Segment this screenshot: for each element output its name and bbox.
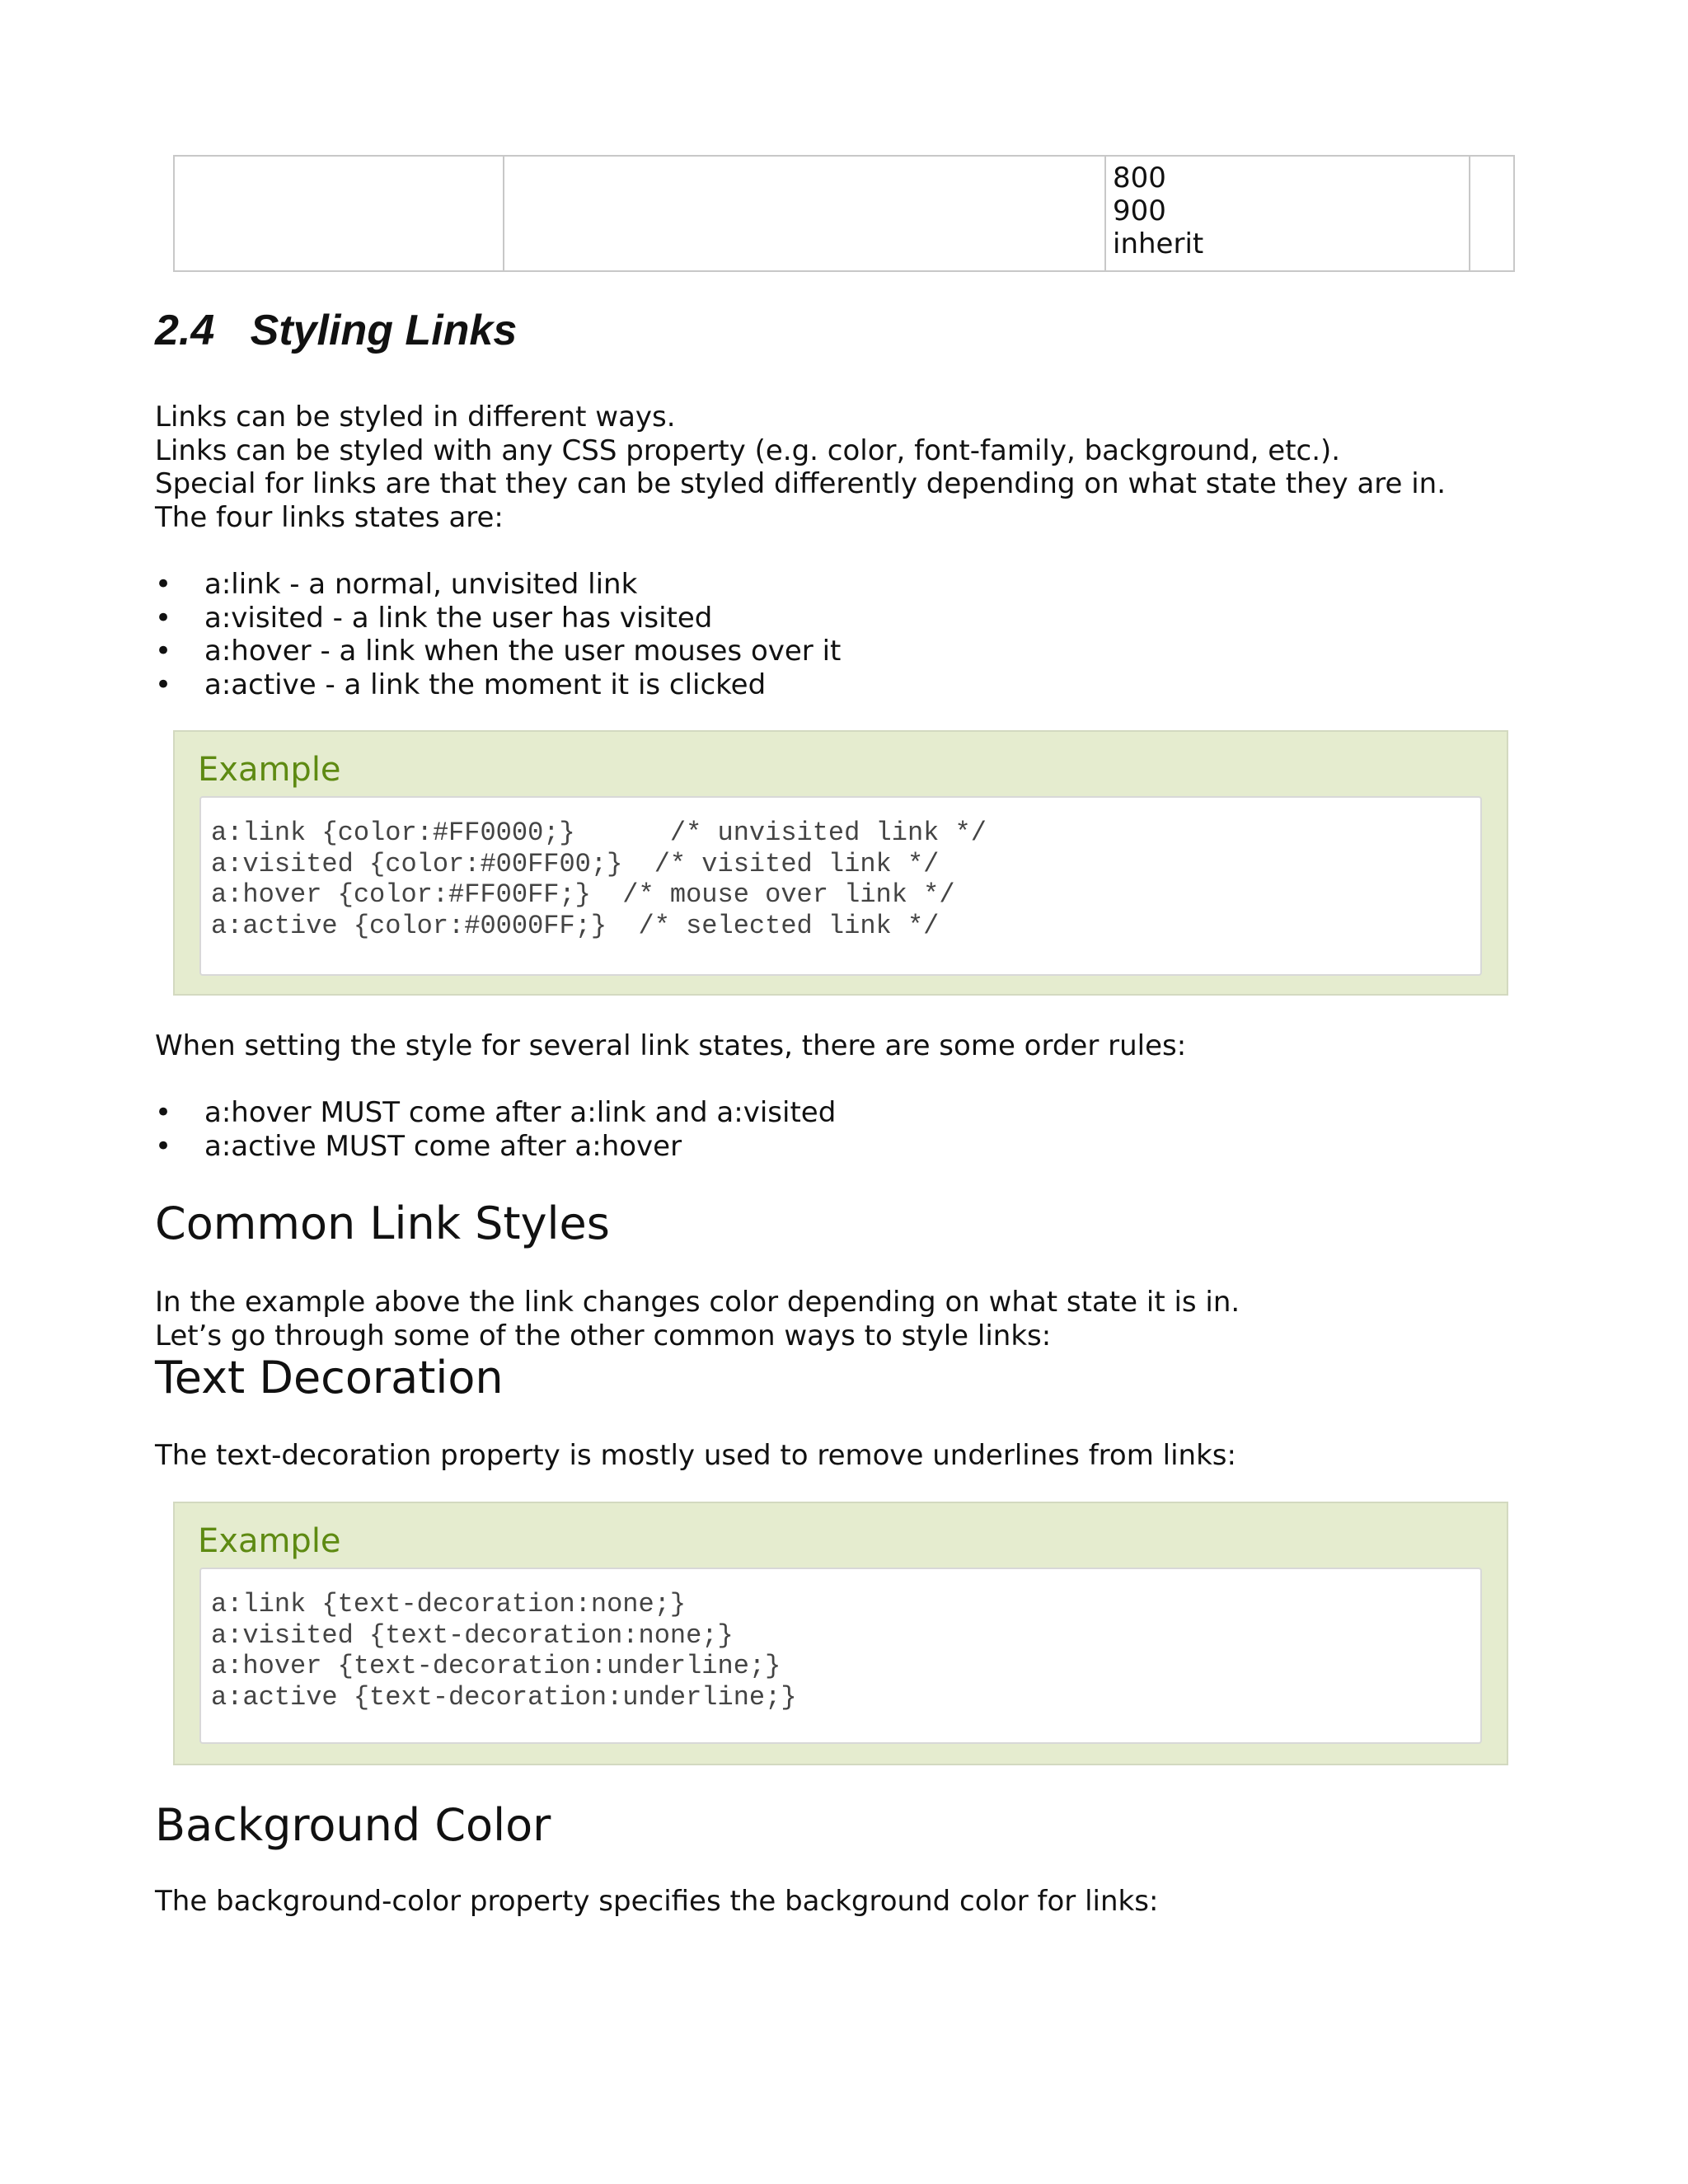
code-line: a:active {color:#0000FF;} /* selected link */ <box>211 911 940 941</box>
link-states-list <box>155 568 841 701</box>
list-item: • a:hover - a link when the user mouses over it <box>155 635 842 668</box>
table-cell-values <box>1105 156 1470 271</box>
order-rules-list <box>155 1096 836 1163</box>
example-box-link-colors <box>173 730 1508 996</box>
common-link-styles-heading: Common Link Styles <box>155 1197 610 1249</box>
code-line: a:visited {text-decoration:none;} <box>211 1620 734 1651</box>
table-cell <box>174 156 504 271</box>
bullet-icon: • <box>155 1129 172 1163</box>
intro-line: The four links states are: <box>155 500 504 534</box>
list-item: • a:hover MUST come after a:link and a:visited <box>155 1096 837 1129</box>
text-decoration-heading: Text Decoration <box>155 1352 504 1404</box>
table-cell <box>1470 156 1514 271</box>
font-weight-table-fragment <box>173 155 1515 272</box>
example-title: Example <box>198 1522 341 1560</box>
code-line: a:visited {color:#00FF00;} /* visited link */ <box>211 849 940 879</box>
background-color-heading: Background Color <box>155 1799 551 1851</box>
bullet-icon: • <box>155 601 172 635</box>
code-line: a:active {text-decoration:underline;} <box>211 1682 797 1713</box>
background-color-desc: The background-color property specifies the background color for links: <box>155 1885 1159 1918</box>
cell-value: inherit <box>1113 227 1204 260</box>
intro-line: Special for links are that they can be styled differently depending on what state they are in. <box>155 467 1447 500</box>
list-item: • a:link - a normal, unvisited link <box>155 568 638 601</box>
intro-paragraph <box>155 401 1446 534</box>
common-paragraph: In the example above the link changes color depending on what state it is in. Let’s go through some of the other common ways to style links: <box>155 1286 1240 1352</box>
table-cell <box>504 156 1105 271</box>
table-row <box>174 156 1514 271</box>
cell-value: 800 <box>1113 162 1166 194</box>
code-line: a:link {color:#FF0000;} /* unvisited link */ <box>211 818 987 848</box>
list-item: • a:active MUST come after a:hover <box>155 1129 682 1163</box>
bullet-icon: • <box>155 1096 172 1129</box>
code-line: a:hover {color:#FF00FF;} /* mouse over link */ <box>211 879 955 910</box>
section-heading <box>155 305 517 356</box>
example-box-text-decoration <box>173 1502 1508 1765</box>
bullet-icon: • <box>155 568 172 601</box>
example-title: Example <box>198 751 341 789</box>
cell-value: 900 <box>1113 194 1166 227</box>
code-line: a:link {text-decoration:none;} <box>211 1589 687 1619</box>
order-intro: When setting the style for several link states, there are some order rules: <box>155 1029 1187 1062</box>
code-block <box>199 796 1482 976</box>
code-line: a:hover {text-decoration:underline;} <box>211 1651 781 1681</box>
code-block <box>199 1568 1482 1744</box>
list-item: • a:visited - a link the user has visited <box>155 601 713 635</box>
intro-line: Links can be styled with any CSS property (e.g. color, font-family, background, etc.). <box>155 434 1341 467</box>
section-number: 2.4 <box>155 307 215 354</box>
bullet-icon: • <box>155 668 172 701</box>
bullet-icon: • <box>155 635 172 668</box>
list-item: • a:active - a link the moment it is clicked <box>155 668 767 701</box>
text-decoration-desc: The text-decoration property is mostly used to remove underlines from links: <box>155 1439 1236 1472</box>
section-title: Styling Links <box>250 307 518 354</box>
intro-line: Links can be styled in different ways. <box>155 401 676 434</box>
